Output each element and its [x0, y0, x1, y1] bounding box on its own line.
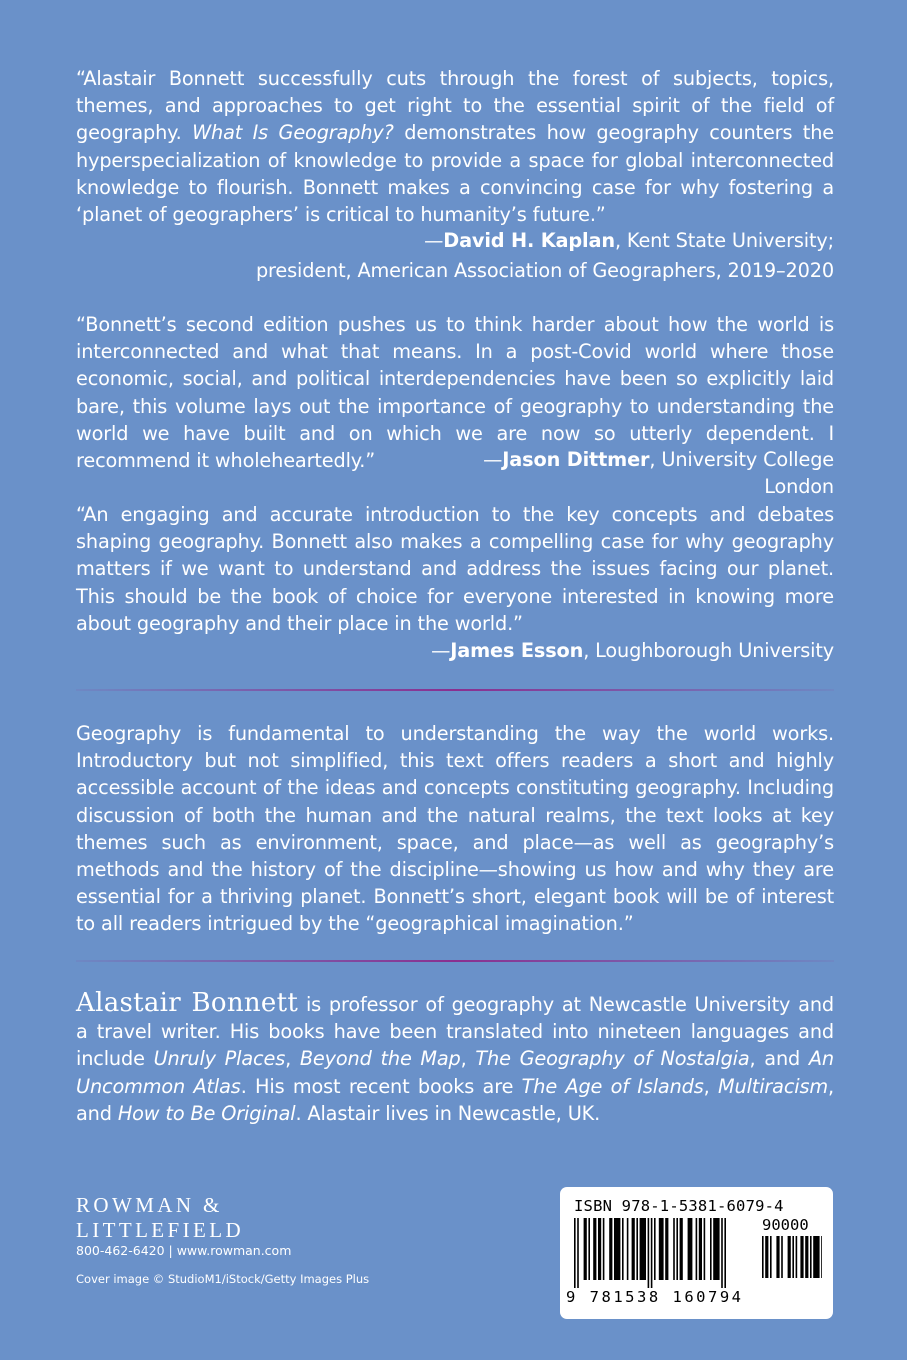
barcode-bar: [654, 1218, 656, 1280]
barcode-bar: [680, 1218, 683, 1280]
publisher-logo: ROWMAN & LITTLEFIELD: [76, 1193, 245, 1242]
publisher-contact: 800-462-6420 | www.rowman.com: [76, 1243, 292, 1258]
barcode-bar: [800, 1236, 803, 1278]
blurb-author-name: Jason Dittmer: [502, 448, 650, 471]
barcode-bar: [688, 1218, 693, 1280]
price-code: 90000: [762, 1216, 809, 1234]
barcode-bar: [577, 1218, 579, 1288]
book-description: Geography is fundamental to understanding the way the world works. Introductory but not simplified, this text offers readers a short and highly accessible account of the ideas and concepts constituting geography. Including discussion of both the human and the natural realms, the text looks at key themes such as environment, space, and place—as well as geography’s methods and the history of the discipline—showing us how and why they are essential for a thriving planet. Bonnett’s short, elegant book will be of interest to all readers intrigued by the “geographical imagination.”: [76, 722, 834, 936]
isbn-barcode: [560, 1187, 833, 1319]
barcode-bar: [776, 1236, 779, 1278]
blurb-author-name: James Esson: [450, 639, 584, 662]
barcode-bar: [762, 1236, 764, 1278]
barcode-bar: [622, 1218, 624, 1280]
barcode-bar: [710, 1218, 712, 1280]
barcode-bar: [796, 1236, 798, 1278]
blurb-esson-quote: “An engaging and accurate introduction to the key concepts and debates shaping geography. Bonnett also makes a compelling case for why geography matters if we want to understand and address the issues facing our planet. This should be the book of choice for everyone interested in knowing more about geography and their place in the world.”: [76, 503, 834, 635]
barcode-bar: [627, 1218, 629, 1280]
blurb-kaplan-attribution-line2: president, American Association of Geographers, 2019–2020: [255, 259, 834, 282]
barcode-bar: [713, 1218, 719, 1280]
barcode-bar: [632, 1218, 635, 1280]
barcode-bar: [765, 1236, 768, 1278]
barcode-bar: [813, 1236, 819, 1278]
barcode-bar: [792, 1236, 794, 1278]
barcode-bars: [572, 1218, 758, 1290]
barcode-bar: [659, 1218, 664, 1280]
barcode-bar: [614, 1218, 620, 1280]
cover-image-credit: Cover image © StudioM1/iStock/Getty Images Plus: [76, 1272, 370, 1286]
barcode-bar: [603, 1218, 605, 1280]
blurb-esson-attribution: —James Esson, Loughborough University: [431, 639, 834, 662]
barcode-bar: [665, 1218, 668, 1280]
barcode-bar: [805, 1236, 808, 1278]
barcode-bar: [676, 1218, 678, 1280]
author-bio: Alastair Bonnett is professor of geography at Newcastle University and a travel writer. His books have been translated into nineteen languages and include Unruly Places, Beyond the Map, The Geography of Nostalgia, and An Uncommon Atlas. His most recent books are The Age of Islands, Multiracism, and How to Be Original. Alastair lives in Newcastle, UK.: [76, 988, 835, 1125]
barcode-bar: [636, 1218, 638, 1280]
barcode-bar: [593, 1218, 596, 1280]
barcode-digits: 9 781538 160794: [566, 1288, 744, 1306]
book-title: What Is Geography?: [192, 121, 394, 145]
barcode-bar: [821, 1236, 822, 1278]
barcode-bar: [673, 1218, 675, 1280]
blurb-dittmer-quote: “Bonnett’s second edition pushes us to think harder about how the world is interconnected and what that means. In a post-Covid world where those economic, social, and political interdependencies have been so explicitly laid bare, this volume lays out the importance of geography to understanding the world we have built and on which we are now so utterly dependent. I recommend it wholeheartedly.”: [76, 313, 834, 473]
barcode-bar: [724, 1218, 726, 1288]
barcode-bar: [696, 1218, 698, 1280]
divider-rule: [76, 689, 834, 691]
blurb-kaplan-attribution: —David H. Kaplan, Kent State University;: [424, 229, 834, 252]
blurb-kaplan-quote: “Alastair Bonnett successfully cuts through the forest of subjects, topics, themes, and approaches to get right to the essential spirit of the field of geography. What Is Geography? demonstrates how geography counters the hyperspecialization of knowledge to provide a space for global interconnected knowledge to flourish. Bonnett makes a convincing case for why fostering a ‘planet of geographers’ is critical to humanity’s future.”: [76, 67, 835, 227]
blurb-dittmer-attribution: —Jason Dittmer, University College London: [483, 448, 834, 499]
barcode-addon-bars: [760, 1236, 822, 1308]
barcode-bar: [788, 1236, 791, 1278]
barcode-bar: [648, 1218, 650, 1288]
barcode-bar: [770, 1236, 772, 1278]
blurb-author-name: David H. Kaplan: [443, 229, 615, 252]
barcode-bar: [588, 1218, 590, 1280]
barcode-bar: [651, 1218, 653, 1288]
barcode-bar: [699, 1218, 702, 1280]
barcode-bar: [584, 1218, 587, 1280]
author-name: Alastair Bonnett: [76, 988, 299, 1018]
barcode-bar: [781, 1236, 783, 1278]
barcode-bar: [609, 1218, 612, 1280]
barcode-bar: [574, 1218, 576, 1288]
barcode-bar: [810, 1236, 812, 1278]
barcode-bar: [721, 1218, 723, 1288]
barcode-bar: [640, 1218, 646, 1280]
barcode-bar: [598, 1218, 601, 1280]
isbn-label: ISBN 978-1-5381-6079-4: [574, 1197, 784, 1215]
barcode-bar: [704, 1218, 706, 1280]
divider-rule: [76, 960, 834, 962]
